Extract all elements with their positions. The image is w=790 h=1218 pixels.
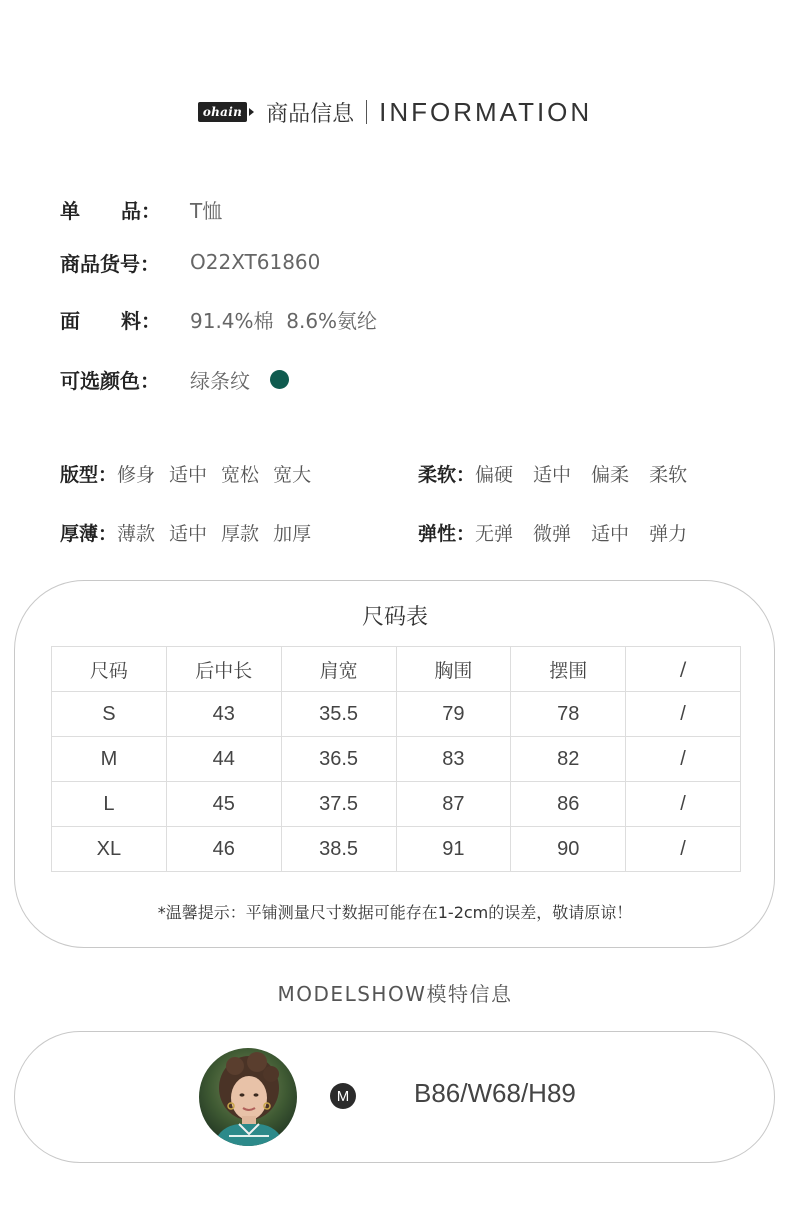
info-label: 面 料： — [60, 308, 161, 333]
table-cell: L — [52, 782, 167, 827]
attr-label: 弹性： — [418, 522, 476, 545]
attr-option: 弹力 — [649, 522, 688, 545]
table-cell: 43 — [166, 692, 281, 737]
size-chart-note: *温馨提示：平铺测量尺寸数据可能存在1-2cm的误差，敬请原谅！ — [157, 903, 633, 922]
table-header-cell: 尺码 — [52, 647, 167, 692]
table-cell: 83 — [396, 737, 511, 782]
table-cell: S — [52, 692, 167, 737]
color-swatch[interactable] — [270, 370, 289, 389]
table-cell: 91 — [396, 827, 511, 872]
section-header — [0, 92, 790, 132]
table-cell: 38.5 — [281, 827, 396, 872]
model-card — [14, 1031, 775, 1163]
size-chart-title: 尺码表 — [361, 605, 428, 630]
header-title-en: INFORMATION — [379, 96, 593, 127]
attr-softness — [418, 458, 687, 488]
info-value: T恤 — [190, 198, 223, 223]
attr-label: 厚薄： — [60, 522, 118, 545]
attr-option-selected: 适中 — [169, 460, 207, 487]
info-row-sku — [60, 247, 320, 277]
attr-option: 薄款 — [117, 522, 156, 545]
attr-option: 加厚 — [273, 522, 312, 545]
info-value: O22XT61860 — [190, 250, 321, 274]
attr-option: 无弹 — [475, 522, 514, 545]
table-cell: 86 — [511, 782, 626, 827]
table-cell: 45 — [166, 782, 281, 827]
logo-text: ohain — [198, 102, 247, 122]
table-row — [52, 737, 741, 782]
size-table — [51, 646, 741, 872]
table-header-cell: 后中长 — [166, 647, 281, 692]
attr-option: 偏硬 — [475, 463, 514, 486]
attr-option: 适中 — [591, 522, 630, 545]
attr-option: 宽大 — [273, 463, 312, 486]
attr-thickness — [60, 517, 311, 547]
attr-option: 柔软 — [649, 463, 688, 486]
table-row — [52, 692, 741, 737]
attr-option: 宽松 — [221, 463, 260, 486]
attr-elasticity — [418, 517, 687, 547]
table-cell: M — [52, 737, 167, 782]
table-cell: 87 — [396, 782, 511, 827]
table-row — [52, 827, 741, 872]
table-cell: / — [626, 692, 741, 737]
table-cell: 90 — [511, 827, 626, 872]
table-header-cell: 胸围 — [396, 647, 511, 692]
info-row-item — [60, 194, 222, 224]
model-avatar — [199, 1048, 297, 1146]
table-cell: 36.5 — [281, 737, 396, 782]
attr-option-selected: 适中 — [169, 519, 207, 546]
model-photo — [199, 1048, 297, 1146]
info-row-material — [60, 304, 377, 334]
table-cell: 82 — [511, 737, 626, 782]
table-cell: / — [626, 782, 741, 827]
table-cell: / — [626, 737, 741, 782]
info-value: 91.4%棉 8.6%氨纶 — [190, 308, 378, 333]
header-divider — [366, 100, 367, 124]
logo-arrow-icon — [249, 108, 254, 116]
info-label: 可选颜色： — [60, 368, 160, 393]
table-header-cell: 摆围 — [511, 647, 626, 692]
table-header-cell: / — [626, 647, 741, 692]
info-value: 绿条纹 — [190, 368, 250, 393]
info-label: 单 品： — [60, 198, 161, 223]
header-title-cn: 商品信息 — [266, 101, 355, 127]
table-row — [52, 782, 741, 827]
attr-option-selected: 适中 — [533, 460, 571, 487]
attr-option: 偏柔 — [591, 463, 630, 486]
table-cell: 78 — [511, 692, 626, 737]
table-cell: 37.5 — [281, 782, 396, 827]
table-header-row — [52, 647, 741, 692]
info-row-color — [60, 364, 289, 394]
table-cell: 44 — [166, 737, 281, 782]
attr-label: 版型： — [60, 463, 118, 486]
model-size-badge: M — [330, 1083, 356, 1109]
model-section-title: MODELSHOW模特信息 — [277, 982, 513, 1006]
attr-label: 柔软： — [418, 463, 476, 486]
model-measurements: B86/W68/H89 — [414, 1078, 576, 1108]
attr-fit — [60, 458, 311, 488]
table-header-cell: 肩宽 — [281, 647, 396, 692]
table-cell: 46 — [166, 827, 281, 872]
attr-option-selected: 微弹 — [533, 519, 571, 546]
table-cell: XL — [52, 827, 167, 872]
table-cell: 35.5 — [281, 692, 396, 737]
attr-option: 修身 — [117, 463, 156, 486]
attr-option: 厚款 — [221, 522, 260, 545]
table-cell: 79 — [396, 692, 511, 737]
brand-logo — [198, 102, 254, 122]
table-cell: / — [626, 827, 741, 872]
info-label: 商品货号： — [60, 251, 160, 276]
